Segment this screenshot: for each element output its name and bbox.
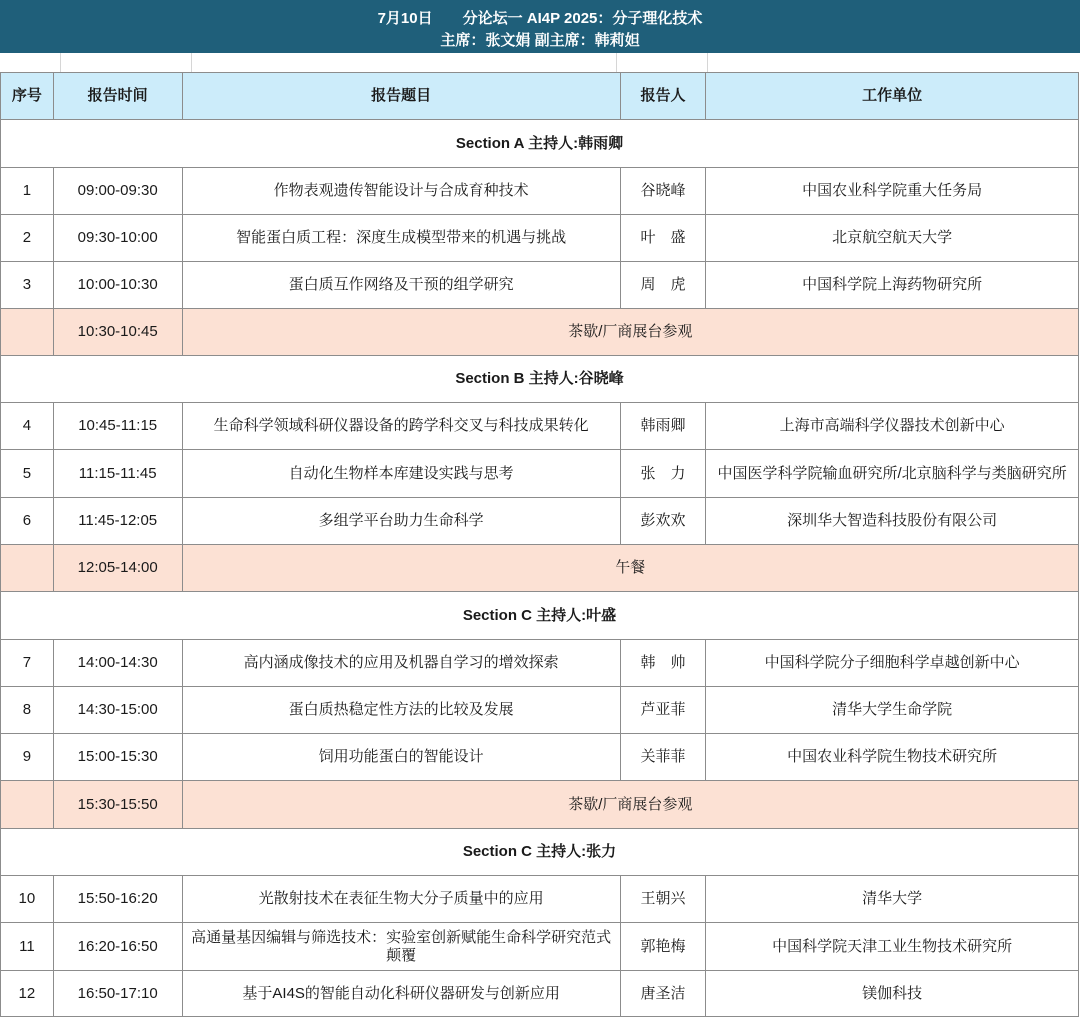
section-label: Section B 主持人:谷晓峰 xyxy=(1,356,1079,403)
talk-affiliation: 中国农业科学院重大任务局 xyxy=(706,168,1079,215)
break-label: 午餐 xyxy=(182,545,1078,592)
section-label: Section C 主持人:叶盛 xyxy=(1,592,1079,640)
talk-speaker: 韩 帅 xyxy=(620,640,706,687)
talk-number: 10 xyxy=(1,876,54,923)
break-time: 15:30-15:50 xyxy=(53,781,182,829)
break-label: 茶歇/厂商展台参观 xyxy=(182,781,1078,829)
talk-row xyxy=(1,215,1079,262)
talk-title: 生命科学领域科研仪器设备的跨学科交叉与科技成果转化 xyxy=(182,403,620,450)
talk-speaker: 周 虎 xyxy=(620,262,706,309)
talk-time: 09:30-10:00 xyxy=(53,215,182,262)
header-row xyxy=(1,73,1079,120)
talk-affiliation: 中国农业科学院生物技术研究所 xyxy=(706,734,1079,781)
talk-number: 7 xyxy=(1,640,54,687)
col-header-no: 序号 xyxy=(1,73,54,120)
talk-row xyxy=(1,971,1079,1017)
talk-title: 光散射技术在表征生物大分子质量中的应用 xyxy=(182,876,620,923)
talk-affiliation: 清华大学生命学院 xyxy=(706,687,1079,734)
talk-speaker: 彭欢欢 xyxy=(620,498,706,545)
section-row xyxy=(1,120,1079,168)
talk-row xyxy=(1,876,1079,923)
talk-affiliation: 中国科学院天津工业生物技术研究所 xyxy=(706,923,1079,971)
talk-title: 多组学平台助力生命科学 xyxy=(182,498,620,545)
talk-title: 基于AI4S的智能自动化科研仪器研发与创新应用 xyxy=(182,971,620,1017)
talk-row xyxy=(1,168,1079,215)
strip-separator xyxy=(191,53,192,72)
talk-number: 11 xyxy=(1,923,54,971)
talk-time: 14:30-15:00 xyxy=(53,687,182,734)
talk-row xyxy=(1,923,1079,971)
talk-speaker: 关菲菲 xyxy=(620,734,706,781)
talk-row xyxy=(1,450,1079,498)
talk-number: 5 xyxy=(1,450,54,498)
talk-number: 12 xyxy=(1,971,54,1017)
talk-title: 高通量基因编辑与筛选技术：实验室创新赋能生命科学研究范式颠覆 xyxy=(182,923,620,971)
talk-row xyxy=(1,640,1079,687)
talk-speaker: 韩雨卿 xyxy=(620,403,706,450)
talk-time: 16:20-16:50 xyxy=(53,923,182,971)
spacer-strip xyxy=(0,53,1080,72)
section-label: Section C 主持人:张力 xyxy=(1,829,1079,876)
section-row xyxy=(1,592,1079,640)
col-header-time: 报告时间 xyxy=(53,73,182,120)
break-row xyxy=(1,545,1079,592)
break-no-cell xyxy=(1,545,54,592)
break-time: 10:30-10:45 xyxy=(53,309,182,356)
col-header-title: 报告题目 xyxy=(182,73,620,120)
talk-row xyxy=(1,734,1079,781)
talk-title: 高内涵成像技术的应用及机器自学习的增效探索 xyxy=(182,640,620,687)
talk-time: 16:50-17:10 xyxy=(53,971,182,1017)
talk-title: 智能蛋白质工程：深度生成模型带来的机遇与挑战 xyxy=(182,215,620,262)
talk-title: 自动化生物样本库建设实践与思考 xyxy=(182,450,620,498)
schedule-body xyxy=(1,120,1079,1017)
talk-speaker: 郭艳梅 xyxy=(620,923,706,971)
talk-number: 2 xyxy=(1,215,54,262)
strip-separator xyxy=(707,53,708,72)
break-row xyxy=(1,309,1079,356)
forum-banner xyxy=(0,0,1080,53)
section-row xyxy=(1,356,1079,403)
talk-row xyxy=(1,403,1079,450)
talk-affiliation: 清华大学 xyxy=(706,876,1079,923)
forum-title: 7月10日 分论坛一 AI4P 2025：分子理化技术 xyxy=(377,10,703,27)
talk-affiliation: 北京航空航天大学 xyxy=(706,215,1079,262)
talk-speaker: 谷晓峰 xyxy=(620,168,706,215)
section-label: Section A 主持人:韩雨卿 xyxy=(1,120,1079,168)
section-row xyxy=(1,829,1079,876)
talk-time: 15:00-15:30 xyxy=(53,734,182,781)
schedule-table xyxy=(0,72,1079,1017)
break-label: 茶歇/厂商展台参观 xyxy=(182,309,1078,356)
talk-affiliation: 上海市高端科学仪器技术创新中心 xyxy=(706,403,1079,450)
strip-separator xyxy=(616,53,617,72)
col-header-speaker: 报告人 xyxy=(620,73,706,120)
talk-title: 蛋白质互作网络及干预的组学研究 xyxy=(182,262,620,309)
talk-speaker: 张 力 xyxy=(620,450,706,498)
talk-affiliation: 中国科学院上海药物研究所 xyxy=(706,262,1079,309)
col-header-affiliation: 工作单位 xyxy=(706,73,1079,120)
break-no-cell xyxy=(1,309,54,356)
talk-affiliation: 镁伽科技 xyxy=(706,971,1079,1017)
talk-time: 09:00-09:30 xyxy=(53,168,182,215)
talk-row xyxy=(1,498,1079,545)
talk-affiliation: 中国科学院分子细胞科学卓越创新中心 xyxy=(706,640,1079,687)
talk-time: 10:00-10:30 xyxy=(53,262,182,309)
talk-affiliation: 深圳华大智造科技股份有限公司 xyxy=(706,498,1079,545)
talk-title: 作物表观遗传智能设计与合成育种技术 xyxy=(182,168,620,215)
talk-speaker: 王朝兴 xyxy=(620,876,706,923)
talk-number: 4 xyxy=(1,403,54,450)
forum-chairs: 主席：张文娟 副主席：韩莉妲 xyxy=(440,32,640,49)
talk-title: 饲用功能蛋白的智能设计 xyxy=(182,734,620,781)
talk-number: 3 xyxy=(1,262,54,309)
talk-number: 1 xyxy=(1,168,54,215)
talk-affiliation: 中国医学科学院输血研究所/北京脑科学与类脑研究所 xyxy=(706,450,1079,498)
talk-number: 9 xyxy=(1,734,54,781)
talk-time: 15:50-16:20 xyxy=(53,876,182,923)
talk-time: 11:45-12:05 xyxy=(53,498,182,545)
talk-time: 10:45-11:15 xyxy=(53,403,182,450)
talk-speaker: 叶 盛 xyxy=(620,215,706,262)
talk-number: 6 xyxy=(1,498,54,545)
talk-row xyxy=(1,262,1079,309)
talk-time: 11:15-11:45 xyxy=(53,450,182,498)
talk-title: 蛋白质热稳定性方法的比较及发展 xyxy=(182,687,620,734)
strip-separator xyxy=(60,53,61,72)
talk-speaker: 芦亚菲 xyxy=(620,687,706,734)
talk-number: 8 xyxy=(1,687,54,734)
talk-row xyxy=(1,687,1079,734)
break-time: 12:05-14:00 xyxy=(53,545,182,592)
break-no-cell xyxy=(1,781,54,829)
break-row xyxy=(1,781,1079,829)
talk-time: 14:00-14:30 xyxy=(53,640,182,687)
talk-speaker: 唐圣洁 xyxy=(620,971,706,1017)
